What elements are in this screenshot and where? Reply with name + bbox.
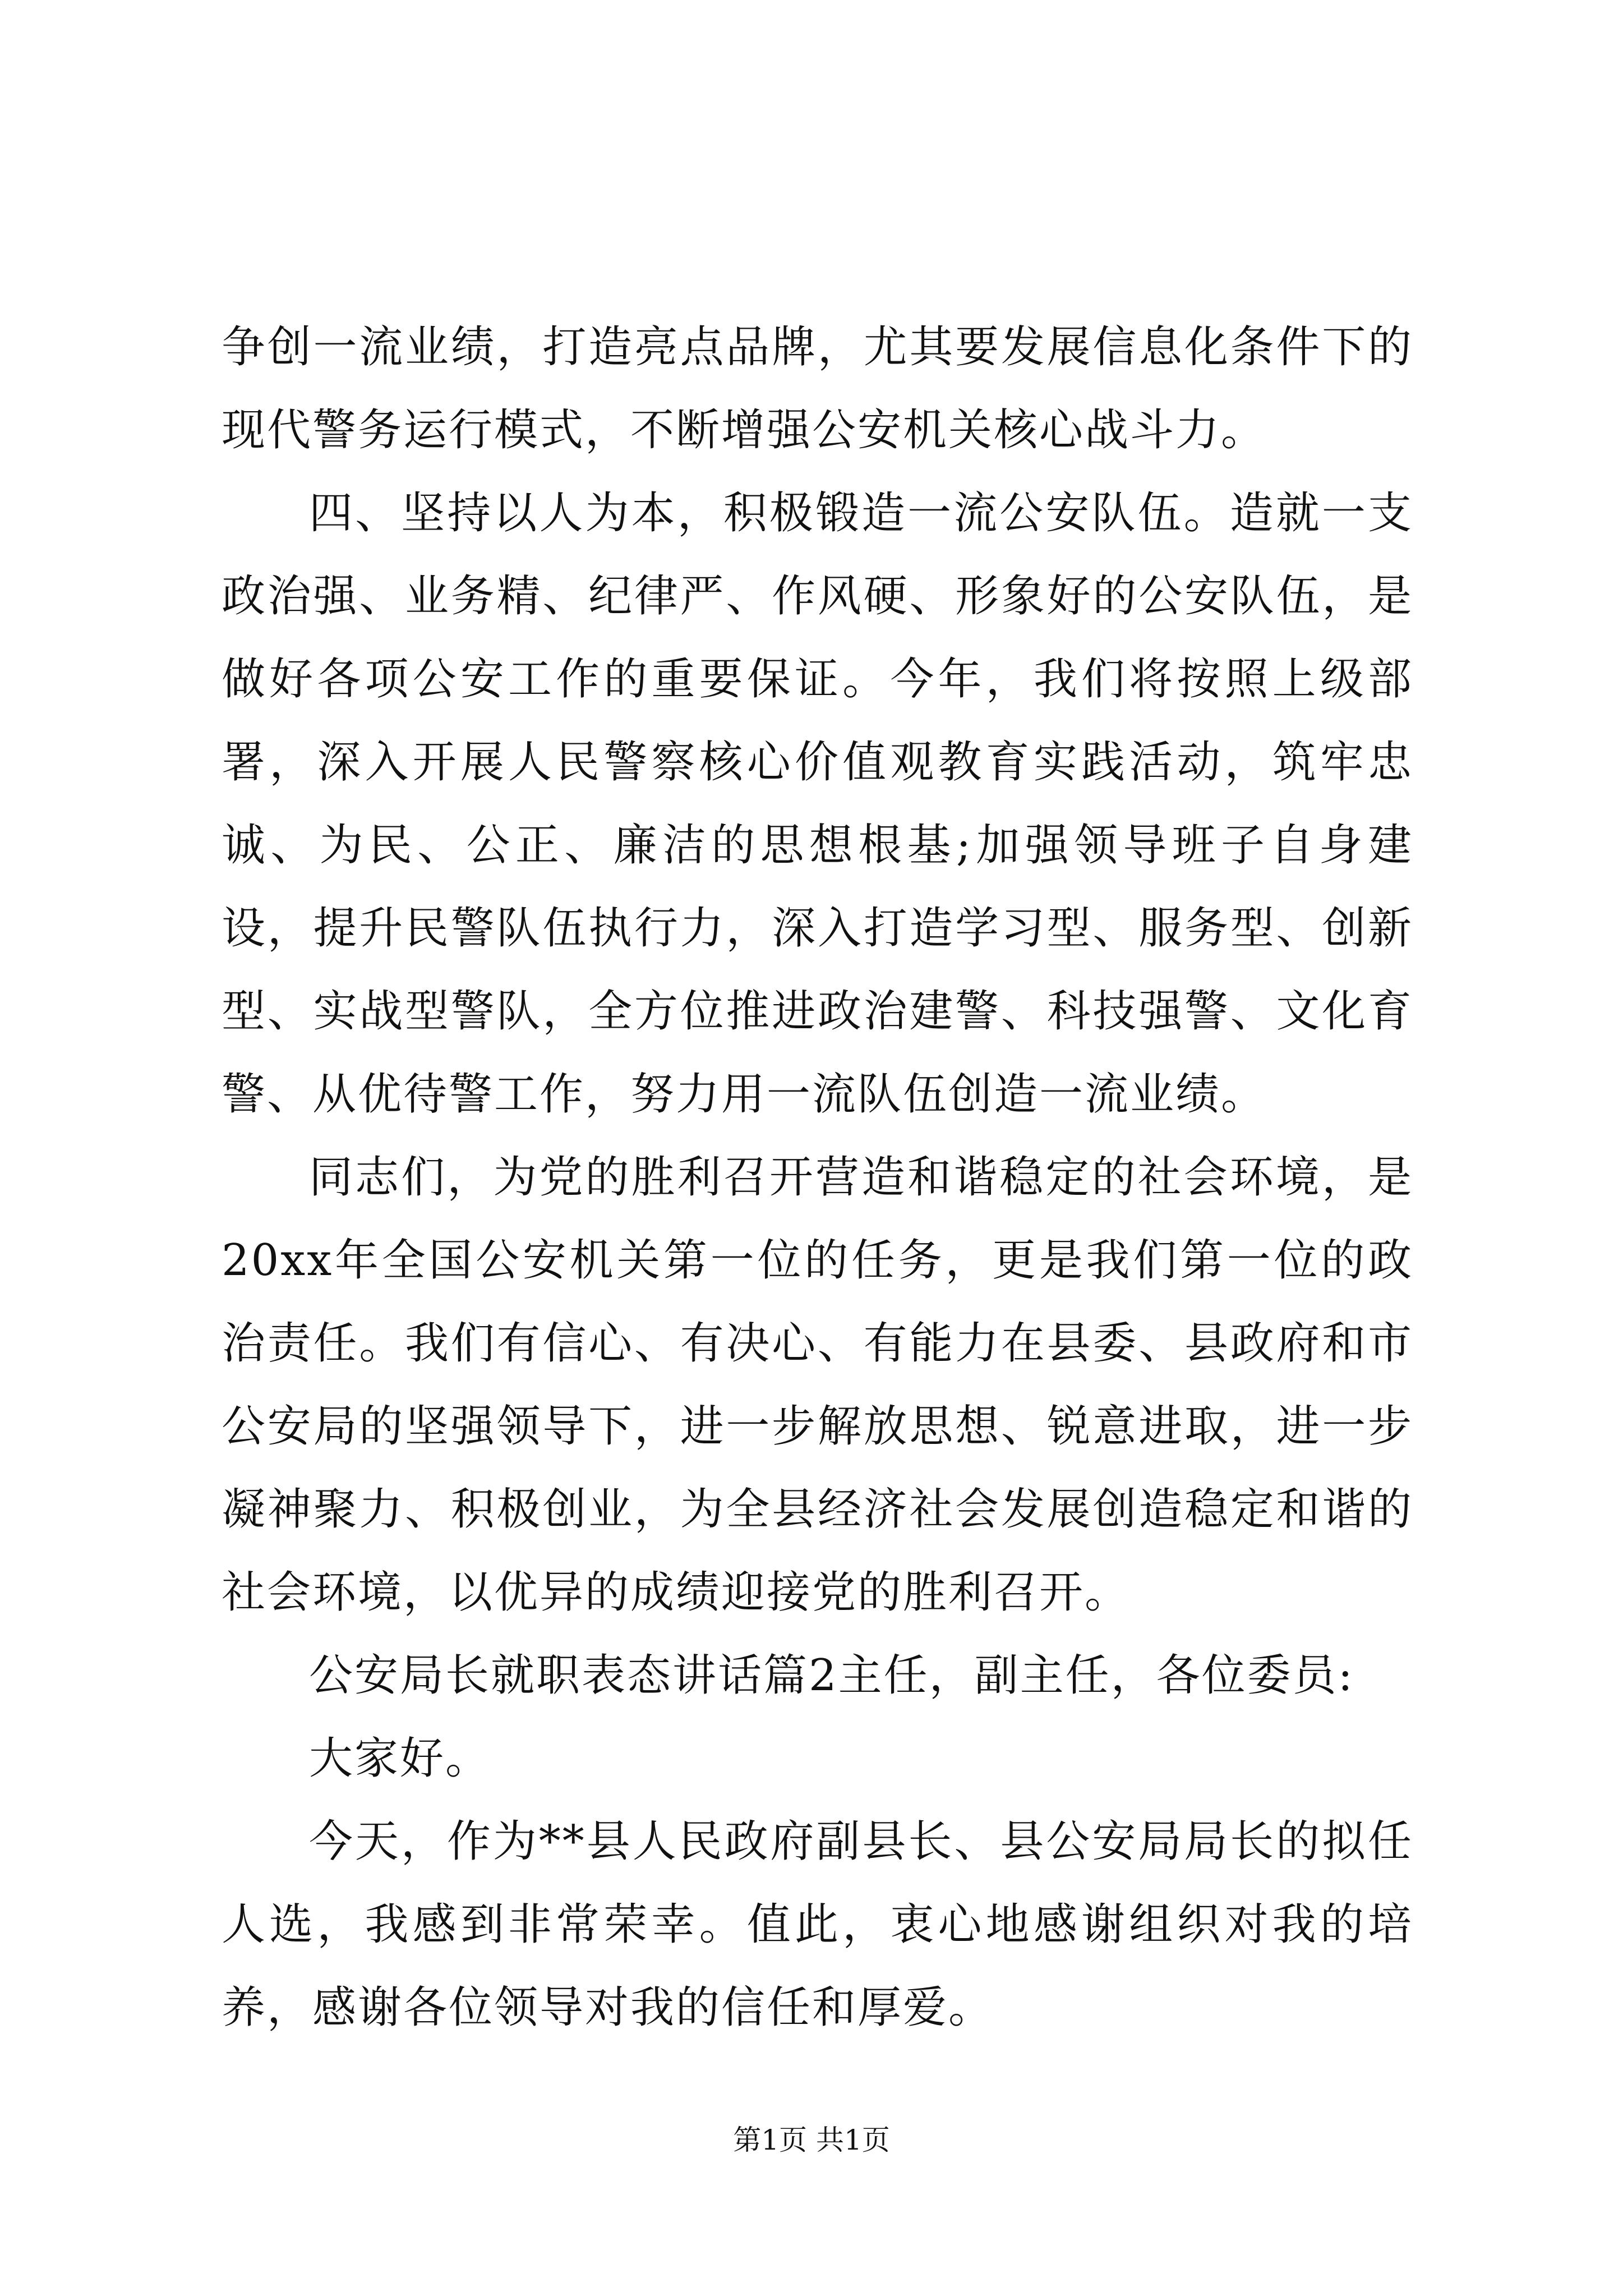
paragraph-section-four: 四、坚持以人为本，积极锻造一流公安队伍。造就一支政治强、业务精、纪律严、作风硬、形象好的公安队伍，是做好各项公安工作的重要保证。今年，我们将按照上级部署，深入开展人民警察核心价值观教育实践活动，筑牢忠诚、为民、公正、廉洁的思想根基;加强领导班子自身建设，提升民警队伍执行力，深入打造学习型、服务型、创新型、实战型警队，全方位推进政治建警、科技强警、文化育警、从优待警工作，努力用一流队伍创造一流业绩。 [222, 488, 1413, 1120]
paragraph-speech-two-heading: 公安局长就职表态讲话篇2主任，副主任，各位委员: [309, 1650, 1354, 1701]
paragraph-continuation: 争创一流业绩，打造亮点品牌，尤其要发展信息化条件下的现代警务运行模式，不断增强公安机关核心战斗力。 [222, 322, 1413, 455]
document-body [222, 306, 1413, 2049]
page-footer [0, 2120, 1623, 2160]
paragraph-closing: 同志们，为党的胜利召开营造和谐稳定的社会环境，是20xx年全国公安机关第一位的任务，更是我们第一位的政治责任。我们有信心、有决心、有能力在县委、县政府和市公安局的坚强领导下，进一步解放思想、锐意进取，进一步凝神聚力、积极创业，为全县经济社会发展创造稳定和谐的社会环境，以优异的成绩迎接党的胜利召开。 [222, 1152, 1413, 1618]
paragraph-greeting: 大家好。 [309, 1733, 491, 1784]
paragraph-intro: 今天，作为**县人民政府副县长、县公安局局长的拟任人选，我感到非常荣幸。值此，衷心地感谢组织对我的培养，感谢各位领导对我的信任和厚爱。 [222, 1816, 1413, 2033]
page-number-label: 第1页 共1页 [733, 2124, 890, 2156]
